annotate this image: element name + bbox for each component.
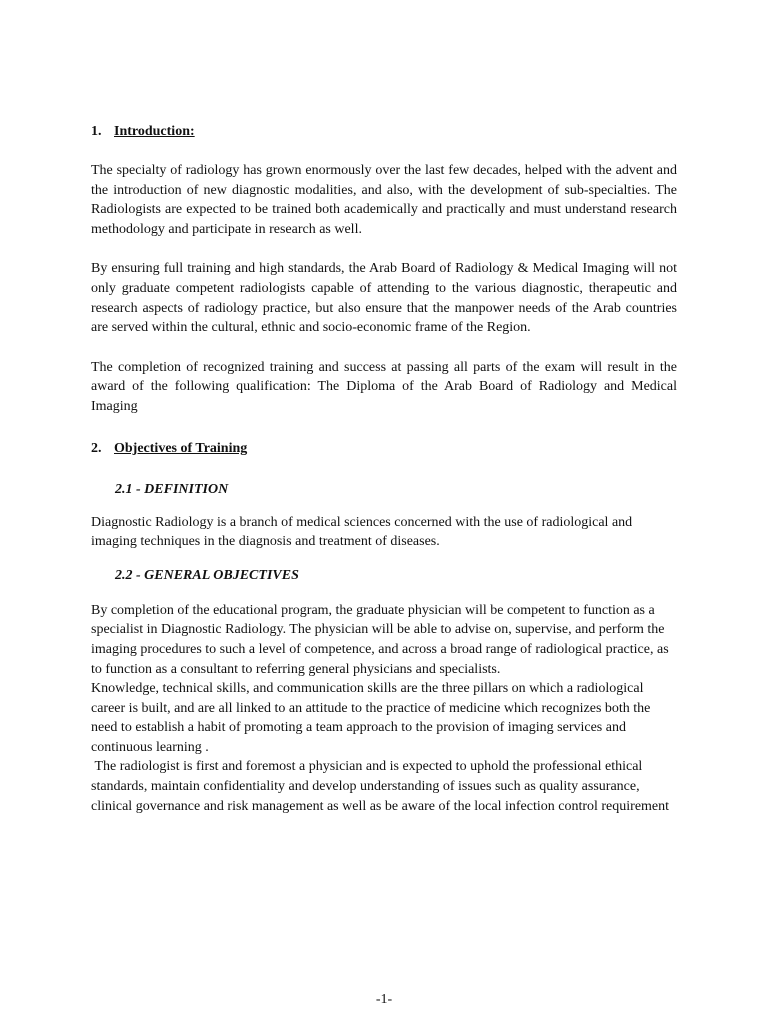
section-2-number: 2. bbox=[91, 440, 102, 456]
section-1-title: Introduction: bbox=[114, 124, 195, 139]
objectives-paragraph-2: Knowledge, technical skills, and communication skills are the three pillars on which a radiological career is built, and are all linked to an attitude to the practice of medicine which recognizes both the need to establish a habit of promoting a team approach to the provision of imaging services and continuous learning . bbox=[91, 681, 651, 755]
section-1-number: 1. bbox=[91, 124, 102, 139]
intro-paragraph-2: By ensuring full training and high standards, the Arab Board of Radiology & Medical Imaging will not only graduate competent radiologists capable of attending to the various diagnostic, therapeutic and research aspects of radiology practice, but also ensure that the manpower needs of the Arab countries are served within the cultural, ethnic and socio-economic frame of the Region. bbox=[91, 261, 677, 336]
page-number: -1- bbox=[375, 992, 393, 1007]
section-2-title: Objectives of Training bbox=[114, 440, 248, 456]
objectives-paragraph-1: By completion of the educational program, the graduate physician will be competent to function as a specialist in Diagnostic Radiology. The physician will be able to advise on, supervise, and perform the imaging procedures to such a level of competence, and across a broad range of radiological practice, as to function as a consultant to referring general physicians and specialists. bbox=[91, 602, 669, 677]
document-page bbox=[91, 122, 677, 816]
general-objectives-subheading: 2.2 - GENERAL OBJECTIVES bbox=[115, 567, 299, 583]
intro-paragraph-1: The specialty of radiology has grown enormously over the last few decades, helped with the advent and the introduction of new diagnostic modalities, and also, with the development of sub-specialties. The Radiologists are expected to be trained both academically and practically and must understand research methodology and participate in research as well. bbox=[91, 163, 677, 237]
section-1-heading bbox=[91, 122, 677, 141]
definition-paragraph: Diagnostic Radiology is a branch of medical sciences concerned with the use of radiological and imaging techniques in the diagnosis and treatment of diseases. bbox=[91, 514, 633, 550]
intro-paragraph-3: The completion of recognized training and success at passing all parts of the exam will result in the award of the following qualification: The Diploma of the Arab Board of Radiology and Medical Imaging bbox=[91, 359, 677, 414]
objectives-paragraph-3: The radiologist is first and foremost a physician and is expected to uphold the professional ethical standards, maintain confidentiality and develop understanding of issues such as quality assurance, clinical governance and risk management as well as be aware of the local infection control requirement bbox=[91, 759, 670, 814]
definition-subheading: 2.1 - DEFINITION bbox=[115, 481, 229, 497]
section-2-heading bbox=[91, 439, 677, 458]
